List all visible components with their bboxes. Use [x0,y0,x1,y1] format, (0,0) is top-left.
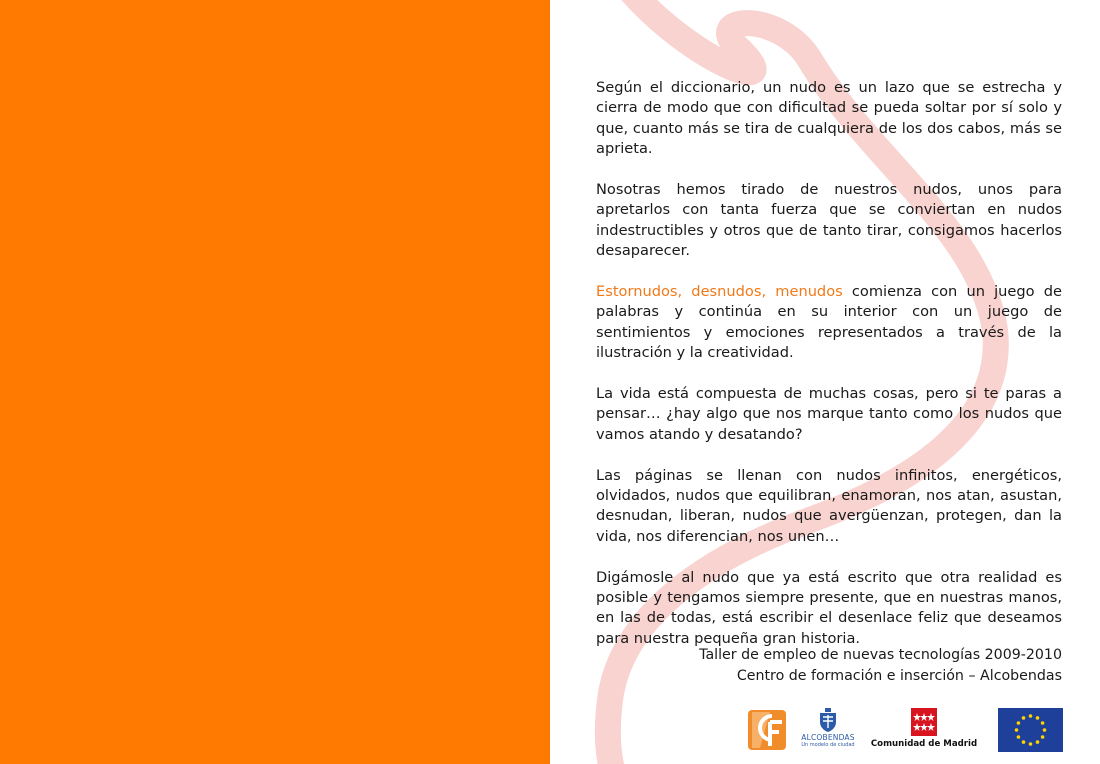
madrid-name: Comunidad de Madrid [870,739,978,749]
logo-strip [748,708,1064,754]
cf-logo [748,708,790,752]
paragraph-3 [596,282,1062,364]
credits [699,645,1062,687]
paragraph-2: Nosotras hemos tirado de nuestros nudos, unos para apretarlos con tanta fuerza que se conviertan en nudos indestructibles y otros que de tanto tirar, consigamos hacerlos desaparecer. [596,181,1062,260]
body-text [596,78,1062,670]
paragraph-5: Las páginas se llenan con nudos infinitos, energéticos, olvidados, nudos que equilibran, enamoran, nos atan, asustan, desnudan, liberan, nudos que avergüenzan, protegen, dan la vida, nos diferencian, nos unen… [596,466,1062,545]
alcobendas-name: ALCOBENDAS [801,733,855,742]
paragraph-4: La vida está compuesta de muchas cosas, pero si te paras a pensar… ¿hay algo que nos marque tanto como los nudos que vamos atando y desatando? [596,385,1062,443]
alcobendas-shield-icon [819,708,837,732]
alcobendas-tagline: Un modelo de ciudad [801,742,855,748]
madrid-flag-icon [911,708,937,736]
comunidad-madrid-logo [866,708,982,752]
eu-flag-icon [998,708,1063,752]
book-title-highlight: Estornudos, desnudos, menudos [596,283,843,301]
credits-line-1: Taller de empleo de nuevas tecnologías 2009-2010 [699,647,1062,663]
text-page [550,0,1100,764]
paragraph-3-rest: comienza con un juego de palabras y continúa en su interior con un juego de sentimientos y emociones representados a través de la ilustración y la creatividad. [596,283,1062,362]
alcobendas-logo [800,708,856,752]
paragraph-1: Según el diccionario, un nudo es un lazo que se estrecha y cierra de modo que con dificultad se pueda soltar por sí solo y que, cuanto más se tira de cualquiera de los dos cabos, más se aprieta. [596,79,1062,158]
paragraph-6: Digámosle al nudo que ya está escrito que otra realidad es posible y tengamos siempre presente, que en nuestras manos, en las de todas, está escribir el desenlace feliz que deseamos para nuestra pequeña gran historia. [596,568,1062,647]
credits-line-2: Centro de formación e inserción – Alcobendas [736,668,1062,684]
